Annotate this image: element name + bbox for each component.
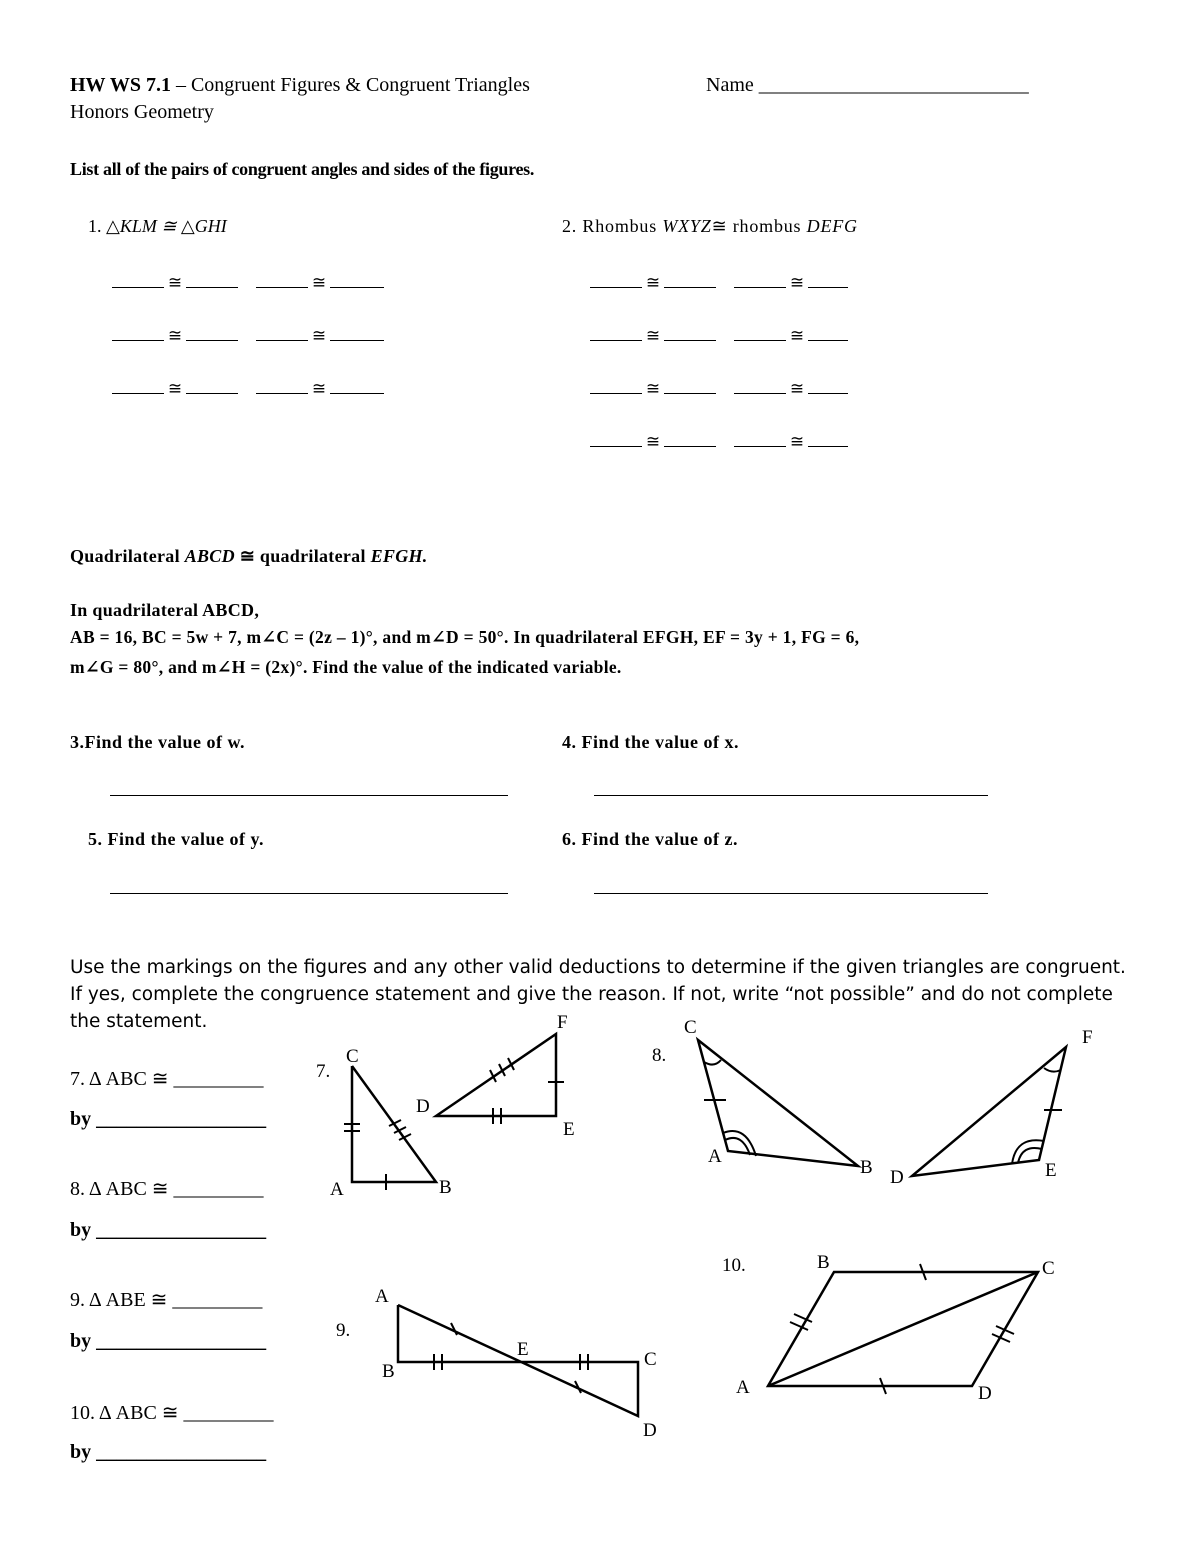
instructions-triangle-congruence: Use the markings on the figures and any other valid deductions to determine if the given triangles are congruent. If yes, complete the congruence statement and give the reason. If not, write “not possible” and do not complete the statement. (70, 957, 1126, 1032)
quad-text-c: ≅ quadrilateral (234, 546, 371, 566)
fig9-label-b: B (382, 1361, 395, 1382)
fig8-label-d: D (890, 1167, 904, 1188)
congruent-symbol: ≅ (645, 379, 661, 398)
fig7-label-c: C (346, 1046, 359, 1067)
congruent-symbol: ≅ (645, 273, 661, 292)
fig10-diagonal-ac (768, 1272, 1038, 1386)
blank-line[interactable] (256, 379, 308, 394)
problem-2-text-c: ≅ rhombus (711, 216, 807, 236)
congruent-symbol: ≅ (167, 273, 183, 292)
congruent-symbol: ≅ (167, 379, 183, 398)
quad-text-d: EFGH. (370, 546, 428, 566)
blank-row (590, 378, 848, 399)
blank-line[interactable] (186, 379, 238, 394)
problem-2-text-a: Rhombus (582, 216, 663, 236)
problem-2-number: 2. (562, 216, 578, 236)
reason-8[interactable]: by _________________ (70, 1219, 267, 1241)
statement-10[interactable]: 10. Δ ABC ≅ _________ (70, 1402, 274, 1424)
fig7-label-a: A (330, 1179, 344, 1200)
blank-line[interactable] (256, 273, 308, 288)
fig10-label-a: A (736, 1377, 750, 1398)
question-4: 4. Find the value of x. (562, 732, 740, 752)
blank-row (112, 378, 384, 399)
quad-text-a: Quadrilateral (70, 546, 185, 566)
quad-given-line-2: m∠G = 80°, and m∠H = (2x)°. Find the value of the indicated variable. (70, 657, 622, 677)
fig10-label-b: B (817, 1252, 830, 1273)
blank-line[interactable] (590, 273, 642, 288)
fig7-tick-marks (344, 1058, 564, 1190)
congruent-symbol: ≅ (311, 326, 327, 345)
fig8-triangle-abc (698, 1040, 858, 1166)
blank-line[interactable] (256, 326, 308, 341)
congruent-symbol: ≅ (645, 326, 661, 345)
fig8-label-e: E (1045, 1160, 1057, 1181)
reason-9[interactable]: by _________________ (70, 1330, 267, 1352)
fig7-label-d: D (416, 1096, 430, 1117)
statement-8[interactable]: 8. Δ ABC ≅ _________ (70, 1178, 264, 1200)
fig7-number: 7. (316, 1061, 331, 1082)
problem-2-text-b: WXYZ (662, 216, 712, 236)
title-rest: – Congruent Figures & Congruent Triangles (170, 74, 530, 96)
blank-row (590, 272, 848, 293)
problem-2-text-d: DEFG (806, 216, 858, 236)
blank-row (590, 325, 848, 346)
blank-line[interactable] (590, 379, 642, 394)
statement-9[interactable]: 9. Δ ABE ≅ _________ (70, 1289, 263, 1311)
fig8-marks (704, 1060, 1062, 1164)
fig7-label-e: E (563, 1119, 575, 1140)
quad-given-line-1: AB = 16, BC = 5w + 7, m∠C = (2z – 1)°, and m∠D = 50°. In quadrilateral EFGH, EF = 3y + 1, FG = 6, (70, 627, 860, 647)
blank-line[interactable] (590, 432, 642, 447)
blank-line[interactable] (808, 326, 848, 341)
blank-row (112, 272, 384, 293)
blank-line[interactable] (664, 432, 716, 447)
blank-line[interactable] (330, 326, 384, 341)
blank-line[interactable] (112, 326, 164, 341)
blank-line[interactable] (734, 432, 786, 447)
blank-line[interactable] (330, 379, 384, 394)
blank-line[interactable] (186, 273, 238, 288)
congruent-symbol: ≅ (311, 379, 327, 398)
title-bold: HW WS 7.1 (70, 74, 171, 96)
fig8-label-f: F (1082, 1027, 1093, 1048)
fig9-label-d: D (643, 1420, 657, 1441)
blank-line[interactable] (664, 326, 716, 341)
congruent-symbol: ≅ (789, 379, 805, 398)
fig8-label-a: A (708, 1146, 722, 1167)
congruent-symbol: ≅ (789, 432, 805, 451)
blank-line[interactable] (734, 379, 786, 394)
fig8-triangle-def (912, 1047, 1066, 1176)
blank-line[interactable] (808, 379, 848, 394)
blank-row (112, 325, 384, 346)
blank-line[interactable] (734, 273, 786, 288)
name-field[interactable]: Name ___________________________ (706, 74, 1029, 96)
blank-line[interactable] (112, 273, 164, 288)
fig9-number: 9. (336, 1320, 351, 1341)
blank-line[interactable] (808, 273, 848, 288)
congruent-symbol: ≅ (167, 326, 183, 345)
question-5: 5. Find the value of y. (88, 829, 265, 849)
blank-line[interactable] (330, 273, 384, 288)
statement-7[interactable]: 7. Δ ABC ≅ _________ (70, 1068, 264, 1090)
question-6: 6. Find the value of z. (562, 829, 738, 849)
blank-line[interactable] (112, 379, 164, 394)
congruent-symbol: ≅ (789, 326, 805, 345)
fig10-label-c: C (1042, 1258, 1055, 1279)
blank-line[interactable] (590, 326, 642, 341)
congruent-symbol: ≅ (789, 273, 805, 292)
problem-1-number: 1. (88, 216, 102, 236)
quad-text-b: ABCD (184, 546, 235, 566)
blank-line[interactable] (664, 273, 716, 288)
fig8-label-c: C (684, 1017, 697, 1038)
quad-given-heading: In quadrilateral ABCD, (70, 600, 260, 620)
fig10-number: 10. (722, 1255, 746, 1276)
fig9-label-a: A (375, 1286, 389, 1307)
fig8-label-b: B (860, 1157, 873, 1178)
blank-line[interactable] (664, 379, 716, 394)
fig9-label-e: E (517, 1339, 529, 1360)
congruent-symbol: ≅ (645, 432, 661, 451)
fig8-number: 8. (652, 1045, 667, 1066)
question-3: 3.Find the value of w. (70, 732, 246, 752)
reason-7[interactable]: by _________________ (70, 1108, 267, 1130)
blank-line[interactable] (734, 326, 786, 341)
instructions-congruent-pairs: List all of the pairs of congruent angles and sides of the figures. (70, 159, 535, 179)
problem-1-congruence: △KLM ≅ △GHI (106, 216, 227, 236)
blank-line[interactable] (808, 432, 848, 447)
fig10-label-d: D (978, 1383, 992, 1404)
fig7-label-f: F (557, 1012, 568, 1033)
fig9-label-c: C (644, 1349, 657, 1370)
blank-line[interactable] (186, 326, 238, 341)
reason-10[interactable]: by _________________ (70, 1441, 267, 1463)
blank-row (590, 431, 848, 452)
fig7-label-b: B (439, 1177, 452, 1198)
course-name: Honors Geometry (70, 101, 214, 123)
congruent-symbol: ≅ (311, 273, 327, 292)
fig7-triangle-def (436, 1034, 556, 1116)
